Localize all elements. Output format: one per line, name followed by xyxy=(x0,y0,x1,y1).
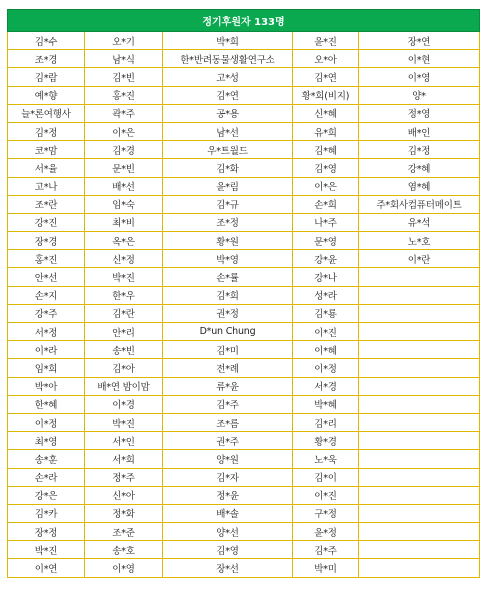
donor-name-cell: 송*빈 xyxy=(85,341,163,359)
donor-name-cell: 정*화 xyxy=(85,504,163,522)
donor-name-cell: 김*규 xyxy=(163,195,293,213)
donor-name-cell: 장*정 xyxy=(8,523,85,541)
table-row xyxy=(8,323,480,341)
donor-name-cell: 공*용 xyxy=(163,104,293,122)
donor-name-cell: 조*란 xyxy=(8,195,85,213)
donor-name-cell xyxy=(359,395,480,413)
donor-name-cell: 윤*진 xyxy=(293,32,359,50)
donor-name-cell: 임*숙 xyxy=(85,195,163,213)
donor-name-cell: 강*혜 xyxy=(359,159,480,177)
donor-name-cell: 배*선 xyxy=(85,177,163,195)
donor-name-cell: 강*진 xyxy=(8,213,85,231)
donor-name-cell: 김*빈 xyxy=(85,68,163,86)
donor-name-cell: 서*정 xyxy=(8,323,85,341)
donor-name-cell: 이*진 xyxy=(293,486,359,504)
donor-name-cell: 최*영 xyxy=(8,432,85,450)
donor-name-cell xyxy=(359,523,480,541)
donor-name-cell: 우*트월드 xyxy=(163,141,293,159)
donor-name-cell: 박*진 xyxy=(8,541,85,559)
donor-name-cell: 안*선 xyxy=(8,268,85,286)
donor-name-cell: 김*희 xyxy=(163,286,293,304)
donor-name-cell: D*un Chung xyxy=(163,323,293,341)
donor-name-cell: 김*룡 xyxy=(293,304,359,322)
donor-name-cell: 양* xyxy=(359,86,480,104)
table-row xyxy=(8,504,480,522)
table-row xyxy=(8,104,480,122)
donor-name-cell: 김*혜 xyxy=(293,141,359,159)
donor-name-cell xyxy=(359,486,480,504)
donor-name-cell: 김*란 xyxy=(85,304,163,322)
donor-name-cell: 박*아 xyxy=(8,377,85,395)
donor-name-cell: 박*영 xyxy=(163,250,293,268)
donor-name-cell: 송*호 xyxy=(85,541,163,559)
donor-name-cell: 김*미 xyxy=(163,341,293,359)
donor-name-cell: 옥*은 xyxy=(85,232,163,250)
donor-name-cell: 손*희 xyxy=(293,195,359,213)
donor-name-cell: 홍*진 xyxy=(85,86,163,104)
donor-name-cell: 노*욱 xyxy=(293,450,359,468)
donor-name-cell: 박*진 xyxy=(85,268,163,286)
donor-name-cell: 강*나 xyxy=(293,268,359,286)
donor-name-cell: 오*기 xyxy=(85,32,163,50)
donor-name-cell: 이*란 xyxy=(359,250,480,268)
table-row xyxy=(8,377,480,395)
donor-name-cell: 김*주 xyxy=(293,541,359,559)
donor-name-cell: 정*주 xyxy=(85,468,163,486)
donor-name-cell: 배*솔 xyxy=(163,504,293,522)
donor-name-cell: 류*윤 xyxy=(163,377,293,395)
donor-name-cell: 곽*주 xyxy=(85,104,163,122)
donor-name-cell: 한*반려동물생활연구소 xyxy=(163,50,293,68)
donor-name-cell: 유*희 xyxy=(293,122,359,140)
donor-name-cell: 이*현 xyxy=(359,50,480,68)
table-row xyxy=(8,159,480,177)
donor-name-cell xyxy=(359,377,480,395)
donor-name-cell: 박*혜 xyxy=(293,395,359,413)
donor-table-body xyxy=(8,32,480,578)
donor-list xyxy=(7,9,479,578)
donor-name-cell: 김*정 xyxy=(359,141,480,159)
donor-name-cell: 이*영 xyxy=(359,68,480,86)
donor-name-cell: 김*연 xyxy=(293,68,359,86)
donor-name-cell xyxy=(359,286,480,304)
donor-name-cell: 정*윤 xyxy=(163,486,293,504)
donor-name-cell: 신*정 xyxy=(85,250,163,268)
table-row xyxy=(8,250,480,268)
table-row xyxy=(8,122,480,140)
donor-name-cell: 서*희 xyxy=(85,450,163,468)
donor-name-cell: 고*나 xyxy=(8,177,85,195)
table-row xyxy=(8,559,480,577)
donor-name-cell: 전*례 xyxy=(163,359,293,377)
donor-name-cell: 김*주 xyxy=(163,395,293,413)
donor-name-cell: 김*경 xyxy=(85,141,163,159)
donor-name-cell xyxy=(359,359,480,377)
donor-name-cell xyxy=(359,304,480,322)
donor-name-cell: 남*선 xyxy=(163,122,293,140)
donor-name-cell: 김*화 xyxy=(163,159,293,177)
table-row xyxy=(8,286,480,304)
donor-name-cell: 조*준 xyxy=(85,523,163,541)
donor-name-cell xyxy=(359,341,480,359)
donor-name-cell: 구*정 xyxy=(293,504,359,522)
donor-name-cell: 정*영 xyxy=(359,104,480,122)
donor-name-cell: 김*자 xyxy=(163,468,293,486)
donor-name-cell xyxy=(359,559,480,577)
donor-name-cell: 이*연 xyxy=(8,559,85,577)
donor-name-cell: 이*진 xyxy=(293,323,359,341)
donor-name-cell xyxy=(359,468,480,486)
donor-name-cell: 김*영 xyxy=(293,159,359,177)
donor-name-cell: 권*주 xyxy=(163,432,293,450)
donor-name-cell: 배*연 밤이맘 xyxy=(85,377,163,395)
donor-name-cell: 늘*론여행사 xyxy=(8,104,85,122)
donor-name-cell: 배*인 xyxy=(359,122,480,140)
donor-name-cell: 오*아 xyxy=(293,50,359,68)
donor-name-cell: 주*회사컴퓨터메이트 xyxy=(359,195,480,213)
donor-name-cell: 나*주 xyxy=(293,213,359,231)
donor-name-cell: 예*향 xyxy=(8,86,85,104)
donor-name-cell: 황*경 xyxy=(293,432,359,450)
donor-name-cell: 이*정 xyxy=(293,359,359,377)
table-row xyxy=(8,523,480,541)
donor-name-cell: 강*윤 xyxy=(293,250,359,268)
donor-name-cell: 박*미 xyxy=(293,559,359,577)
donor-name-cell xyxy=(359,541,480,559)
donor-name-cell: 권*정 xyxy=(163,304,293,322)
table-row xyxy=(8,141,480,159)
table-row xyxy=(8,395,480,413)
donor-name-cell: 서*경 xyxy=(293,377,359,395)
donor-name-cell xyxy=(359,504,480,522)
donor-name-cell: 조*경 xyxy=(8,50,85,68)
donor-name-cell: 이*혜 xyxy=(293,341,359,359)
table-row xyxy=(8,86,480,104)
donor-name-cell: 윤*정 xyxy=(293,523,359,541)
donor-name-cell: 성*라 xyxy=(293,286,359,304)
donor-name-cell: 서*율 xyxy=(8,159,85,177)
table-row xyxy=(8,32,480,50)
donor-name-cell: 김*영 xyxy=(163,541,293,559)
donor-name-cell: 양*선 xyxy=(163,523,293,541)
donor-name-cell: 김*연 xyxy=(163,86,293,104)
donor-name-cell: 문*영 xyxy=(293,232,359,250)
donor-table xyxy=(7,9,480,578)
donor-name-cell: 황*희(비지) xyxy=(293,86,359,104)
donor-name-cell: 서*인 xyxy=(85,432,163,450)
table-row xyxy=(8,50,480,68)
donor-name-cell: 김*카 xyxy=(8,504,85,522)
donor-name-cell: 문*빈 xyxy=(85,159,163,177)
donor-name-cell: 고*성 xyxy=(163,68,293,86)
donor-name-cell: 이*은 xyxy=(293,177,359,195)
table-row xyxy=(8,486,480,504)
donor-name-cell: 조*름 xyxy=(163,413,293,431)
donor-name-cell: 김*정 xyxy=(8,122,85,140)
donor-name-cell: 이*정 xyxy=(8,413,85,431)
donor-name-cell: 송*훈 xyxy=(8,450,85,468)
donor-name-cell: 박*희 xyxy=(163,32,293,50)
donor-name-cell: 양*원 xyxy=(163,450,293,468)
table-row xyxy=(8,359,480,377)
donor-name-cell: 손*라 xyxy=(8,468,85,486)
donor-name-cell xyxy=(359,323,480,341)
donor-name-cell: 임*희 xyxy=(8,359,85,377)
donor-name-cell: 코*맘 xyxy=(8,141,85,159)
donor-name-cell: 강*은 xyxy=(8,486,85,504)
table-row xyxy=(8,232,480,250)
table-row xyxy=(8,541,480,559)
donor-name-cell: 장*선 xyxy=(163,559,293,577)
table-row xyxy=(8,432,480,450)
donor-name-cell: 신*혜 xyxy=(293,104,359,122)
table-row xyxy=(8,213,480,231)
donor-name-cell xyxy=(359,268,480,286)
donor-name-cell: 한*혜 xyxy=(8,395,85,413)
donor-name-cell: 홍*진 xyxy=(8,250,85,268)
donor-name-cell: 김*수 xyxy=(8,32,85,50)
donor-name-cell: 최*비 xyxy=(85,213,163,231)
donor-name-cell: 이*경 xyxy=(85,395,163,413)
donor-name-cell: 이*은 xyxy=(85,122,163,140)
donor-name-cell: 황*원 xyxy=(163,232,293,250)
donor-name-cell: 조*정 xyxy=(163,213,293,231)
table-title: 정기후원자 133명 xyxy=(8,10,480,32)
table-row xyxy=(8,304,480,322)
table-row xyxy=(8,413,480,431)
donor-name-cell: 장*연 xyxy=(359,32,480,50)
table-row xyxy=(8,341,480,359)
donor-name-cell: 김*아 xyxy=(85,359,163,377)
donor-name-cell: 이*라 xyxy=(8,341,85,359)
table-row xyxy=(8,268,480,286)
donor-name-cell xyxy=(359,432,480,450)
donor-name-cell: 염*혜 xyxy=(359,177,480,195)
table-row xyxy=(8,468,480,486)
donor-name-cell: 박*진 xyxy=(85,413,163,431)
table-row xyxy=(8,450,480,468)
donor-name-cell: 강*주 xyxy=(8,304,85,322)
donor-name-cell: 손*률 xyxy=(163,268,293,286)
donor-name-cell: 장*경 xyxy=(8,232,85,250)
donor-name-cell: 신*아 xyxy=(85,486,163,504)
donor-name-cell: 김*리 xyxy=(293,413,359,431)
donor-name-cell: 안*리 xyxy=(85,323,163,341)
donor-name-cell xyxy=(359,450,480,468)
donor-name-cell: 남*식 xyxy=(85,50,163,68)
donor-name-cell: 손*지 xyxy=(8,286,85,304)
donor-name-cell: 김*이 xyxy=(293,468,359,486)
donor-name-cell: 윤*림 xyxy=(163,177,293,195)
donor-name-cell: 김*람 xyxy=(8,68,85,86)
donor-name-cell: 노*호 xyxy=(359,232,480,250)
table-row xyxy=(8,68,480,86)
table-row xyxy=(8,177,480,195)
donor-name-cell: 이*영 xyxy=(85,559,163,577)
table-row xyxy=(8,195,480,213)
donor-name-cell: 유*석 xyxy=(359,213,480,231)
donor-name-cell: 한*우 xyxy=(85,286,163,304)
donor-name-cell xyxy=(359,413,480,431)
